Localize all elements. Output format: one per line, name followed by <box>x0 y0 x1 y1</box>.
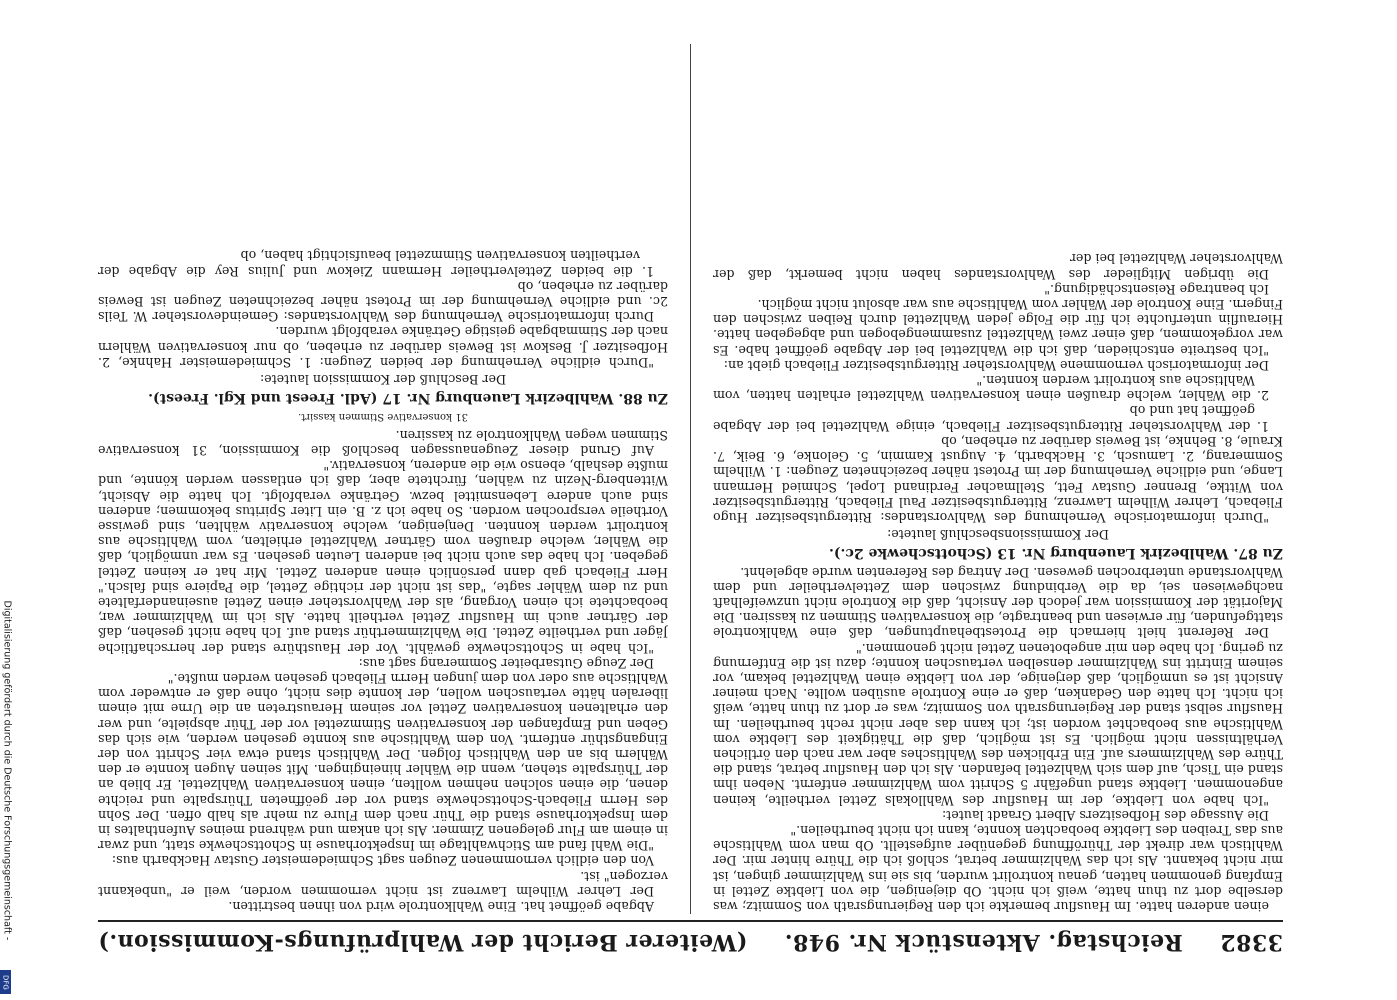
final-text: Die übrigen Mitglieder des Wahlvorstandes haben nicht bemerkt, daß der Wahlvorsteher Wahlzettel bei der <box>713 251 1283 282</box>
paragraph: einen anderen hatte. Im Hausflur bemerkte ich den Regierungsrath von Sommitz; was derselbe dort zu thun hatte, weiß ich nicht. Ob diejenigen, die von Liebtke Zettel in Empfang genommen hatten, genau kontrolirt wurden, bis sie ins Wahlzimmer gingen, ist mir nicht bekannt. Als ich das Wahlzimmer betrat, schloß ich die Thüre hinter mir. Der Wahltisch war direkt der Thüröffnung gegenüber aufgestellt. Ob man vom Wahltische aus das Treiben des Liebtke beobachten konnte, kann ich nicht beurtheilen." <box>713 822 1283 914</box>
decision-intro: Der Kommissionsbeschluß lautete: <box>887 527 1109 543</box>
paragraph: Der Lehrer Wilhelm Lawrenz ist nicht vernommen worden, weil er "unbekannt verzogen" ist. <box>98 868 668 899</box>
page-header <box>98 920 1283 962</box>
paragraph: Von den eidlich vernommenen Zeugen sagt Schmiedemeister Gustav Hackbarth aus: <box>111 853 654 869</box>
margin-note: 31 konservative Stimmen kassirt. <box>298 411 468 423</box>
text-columns <box>98 44 1283 914</box>
decision-text: "Durch informatorische Vernehmung des Wahlvorstandes: Rittergutsbesitzer Hugo Fliebach, Lehrer Wilhelm Lawrenz, Rittergutsbesitzer Paul Fliebach, Rittergutsbesitzer von Wittke, Brenner Gustav Fett, Stellmacher Ferdinand Lopel, Schmied Hermann Lange, und eidliche Vernehmung der im Protest näher bezeichneten Zeugen: 1. Wilhelm Sommerang, 2. Lamusch, 3. Hackbarth, 4. August Kammin, 5. Gelonke, 6. Beik, 7. Kraule, 8. Behnke, ist Beweis darüber zu erheben, ob <box>713 433 1283 525</box>
page-number: 3382 <box>1219 929 1283 955</box>
digitization-credit <box>0 600 14 1000</box>
paragraph: "Die Wahl fand am Stichwahltage im Inspektorhause in Schottschewke statt, und zwar in einem am Flur gelegenen Zimmer. Als ich ankam und während meines Aufenthaltes in dem Inspektorhause stand die Thür nach dem Flure zu mehr als halb offen. Der Sohn des Herrn Fliebach-Schottschewke stand vor der geöffneten Thürspalte und reichte denen, die einen solchen nehmen wollten, einen konservativen Wahlzettel. Er blieb an der Thürspalte stehen, wenn die Wähler hineingingen. Mit seinen Augen konnte er den Wählern bis an den Wahltisch folgen. Der Wahltisch stand etwa vier Schritt von der Eingangsthür entfernt. Von dem Wahltische aus konnte gesehen werden, wie sich das Geben und Empfangen der konservativen Stimmzettel vor der Thür abspielte, und wer den erhaltenen konservativen Zettel vor seinem Heraustreten an die Urne mit einem liberalen hätte vertauschen wollen, der konnte dies nicht, ohne daß er entweder vom Wahltische aus oder von dem jungen Herrn Fliebach gesehen werden mußte." <box>98 670 668 854</box>
list-item: 2. die Wähler, welche draußen einen konservativen Wahlzettel erhalten hatten, vom Wahltische aus kontrolirt werden konnten." <box>713 373 1269 404</box>
column-divider <box>690 44 691 914</box>
right-column <box>98 44 668 914</box>
section-title: Zu 88. Wahlbezirk Lauenburg Nr. 17 (Adl. Freest und Kgl. Freest). <box>148 390 668 407</box>
inform-intro: Der informatorisch vernommene Wahlvorsteher Rittergutsbesitzer Fliebach giebt an: <box>723 357 1269 373</box>
list-item: 1. der Wahlvorsteher Rittergutsbesitzer Fliebach, einige Wahlzettel bei der Abgabe geöffnet hat und ob <box>713 403 1269 434</box>
decision-intro: Der Beschluß der Kommission lautete: <box>259 372 507 388</box>
paragraph: Die Aussage des Hofbesitzers Albert Graadt lautet: <box>942 807 1269 823</box>
closing-quote: Ich beantrage Reisentschädigung." <box>1044 281 1269 297</box>
list-item: 1. die beiden Zettelvertheiler Hermann Ziekow und Julius Rey die Abgabe der vertheilten konservativen Stimmzettel beaufsichtigt haben, ob <box>98 248 654 279</box>
paragraph: "Ich habe in Schottschewke gewählt. Vor der Hausthüre stand der herrschaftliche Jäger und vertheilte Zettel. Die Wahlzimmerthür stand auf. Ich habe nicht gesehen, daß der Gärtner auch im Hausflur Zettel vertheilt hatte. Als ich im Wahlzimmer war, beobachtete ich einen Vorgang, als der Wahlvorsteher einen Zettel auseinanderfaltete und zu dem Wähler sagte, "das ist nicht der richtige Zettel, die Papiere sind falsch." Herr Fliebach gab dann persönlich einen anderen Zettel. Mir hat er keinen Zettel gegeben. Ich habe das auch nicht bei anderen Leuten gesehen. Es war unmöglich, daß die Wähler, welche draußen vom Gärtner Wahlzettel erhielten, vom Wahltische aus kontrolirt werden konnten. Denjenigen, welche konservativ wählten, sind gewisse Vortheile versprochen worden. So habe ich z. B. ein Liter Spiritus bekommen; anderen sind auch andere Lebensmittel bezw. Getränke verabfolgt. Ich hatte die Absicht, Wittenberg-Nezin zu wählen, fürchtete aber, daß ich entlassen werden könnte, und mußte deshalb, ebenso wie die anderen, konservativ." <box>98 458 668 656</box>
paragraph: "Ich habe von Liebtke, der im Hausflur des Wahllokals Zettel vertheilte, keinen angenommen. Liebtke stand ungefähr 5 Schritt vom Wahlzimmer entfernt. Neben ihm stand ein Tisch, auf dem sich Wahlzettel befanden. Als ich den Hausflur betrat, stand die Thüre des Wahlzimmers auf. Ein Erblicken des Wahltisches aber war nach den örtlichen Verhältnissen nicht möglich. Es ist möglich, daß die Thätigkeit des Liebtke vom Wahltische aus beobachtet worden ist; ich kann das aber nicht recht beurtheilen. Im Hausflur selbst stand der Regierungsrath von Sommitz; was er dort zu thun hatte, weiß ich nicht. Ich hatte den Gedanken, daß er eine Kontrole ausüben wollte. Nach meiner Ansicht ist es unmöglich, daß derjenige, der von Liebtke einen Wahlzettel bekam, vor seinem Eintritt ins Wahlzimmer denselben vertauschen konnte; dazu ist die Entfernung zu gering. Ich habe den mir angebotenen Zettel nicht genommen." <box>713 640 1283 808</box>
left-column <box>713 44 1283 914</box>
decision-text: "Durch eidliche Vernehmung der beiden Zeugen: 1. Schmiedemeister Hahnke, 2. Hofbesitzer J. Beskow ist Beweis darüber zu erheben, ob nur konservativen Wählern nach der Stimmabgabe geistige Getränke verabfolgt wurden. <box>98 324 668 370</box>
header-title: Reichstag. Aktenstück Nr. 948. <box>784 929 1183 955</box>
section-title: Zu 87. Wahlbezirk Lauenburg Nr. 13 (Schottschewke 2c.). <box>828 545 1283 562</box>
credit-text: Digitalisierung gefördert durch die Deutsche Forschungsgemeinschaft - <box>1 600 13 941</box>
paragraph: Der Referent hielt hiernach die Protestbehauptungen, daß eine Wahlkontrole stattgefunden, für erwiesen und beantragte, die konservativen Stimmen zu kassiren. Die Majorität der Kommission war jedoch der Ansicht, daß die Kontrole nicht unzweifelhaft nachgewiesen sei, da die Verbindung zwischen dem Zettelvertheiler und dem Wahlvorstande unterbrochen gewesen. Der Antrag des Referenten wurde abgelehnt. <box>713 564 1283 641</box>
inform-text: "Ich bestreite entschieden, daß ich die Wahlzettel bei der Abgabe geöffnet habe. Es war vorgekommen, daß einer zwei Wahlzettel zusammengebogen und abgegeben hatte. Hierauflin unterfuchte ich für die Folge jeden Wahlzettel durch Reiben zwischen den Fingern. Eine Kontrole der Wähler vom Wahltische aus war absolut nicht möglich. <box>713 297 1283 358</box>
paragraph: Der Zeuge Gutsarbeiter Sommerang sagt aus: <box>358 655 654 671</box>
rotated-document-page <box>98 40 1283 962</box>
paragraph: Auf Grund dieser Zeugenaussagen beschloß die Kommission, 31 konservative Stimmen wegen Wahlkontrole zu kassiren. <box>98 427 668 458</box>
header-subtitle: (Weiterer Bericht der Wahlprüfungs-Kommission.) <box>98 929 748 955</box>
inform-text: Durch informatorische Vernehmung des Wahlvorstandes: Gemeindevorsteher W. Teils 2c. und eidliche Vernehmung der im Protest näher bezeichneten Zeugen ist Beweis darüber zu erheben, ob <box>98 278 668 325</box>
dfg-logo: DFG <box>0 970 11 994</box>
paragraph: Abgabe geöffnet hat. Eine Wahlkontrole wird von ihnen bestritten. <box>228 899 654 914</box>
